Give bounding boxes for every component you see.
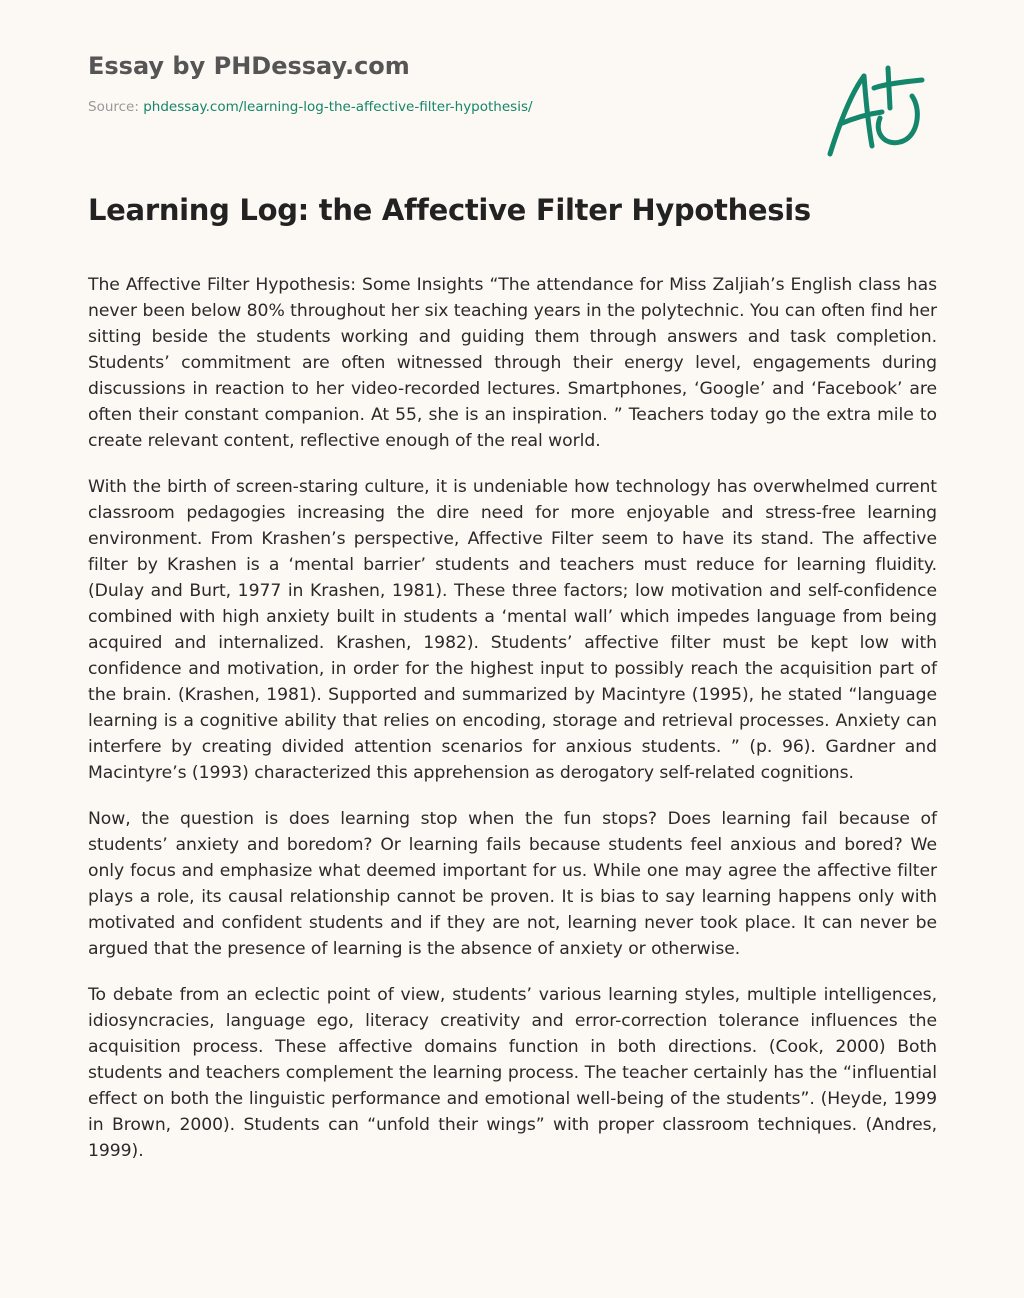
page-header (88, 50, 533, 116)
source-label: Source: (88, 99, 144, 115)
source-link[interactable]: phdessay.com/learning-log-the-affective-filter-hypothesis/ (143, 99, 533, 115)
source-line (88, 98, 533, 116)
paragraph-4: To debate from an eclectic point of view, students’ various learning styles, multiple intelligences, idiosyncracies, language ego, literacy creativity and error-correction tolerance influences the acquisition process. These affective domains function in both directions. (Cook, 2000) Both students and teachers complement the learning process. The teacher certainly has the “influential effect on both the linguistic performance and emotional well-being of the students”. (Heyde, 1999 in Brown, 2000). Students can “unfold their wings” with proper classroom techniques. (Andres, 1999). (88, 985, 937, 1161)
site-brand: Essay by PHDessay.com (88, 52, 410, 80)
paragraph-1: The Affective Filter Hypothesis: Some Insights “The attendance for Miss Zaljiah’s English class has never been below 80% throughout her six teaching years in the polytechnic. You can often find her sitting beside the students working and guiding them through answers and task completion. Students’ commitment are often witnessed through their energy level, engagements during discussions in reaction to her video-recorded lectures. Smartphones, ‘Google’ and ‘Facebook’ are often their constant companion. At 55, she is an inspiration. ” Teachers today go the extra mile to create relevant content, reflective enough of the real world. (88, 275, 937, 451)
paragraph-2: With the birth of screen-staring culture, it is undeniable how technology has overwhelmed current classroom pedagogies increasing the dire need for more enjoyable and stress-free learning environment. From Krashen’s perspective, Affective Filter seem to have its stand. The affective filter by Krashen is a ‘mental barrier’ students and teachers must reduce for learning fluidity. (Dulay and Burt, 1977 in Krashen, 1981). These three factors; low motivation and self-confidence combined with high anxiety built in students a ‘mental wall’ which impedes language from being acquired and internalized. Krashen, 1982). Students’ affective filter must be kept low with confidence and motivation, in order for the highest input to possibly reach the acquisition part of the brain. (Krashen, 1981). Supported and summarized by Macintyre (1995), he stated “language learning is a cognitive ability that relies on encoding, storage and retrieval processes. Anxiety can interfere by creating divided attention scenarios for anxious students. ” (p. 96). Gardner and Macintyre’s (1993) characterized this apprehension as derogatory self-related cognitions. (88, 477, 937, 783)
paragraph-3: Now, the question is does learning stop when the fun stops? Does learning fail because of students’ anxiety and boredom? Or learning fails because students feel anxious and bored? We only focus and emphasize what deemed important for us. While one may agree the affective filter plays a role, its causal relationship cannot be proven. It is bias to say learning happens only with motivated and confident students and if they are not, learning never took place. It can never be argued that the presence of learning is the absence of anxiety or otherwise. (88, 809, 937, 959)
essay-body (88, 272, 937, 1184)
a-plus-logo-icon (822, 62, 932, 162)
essay-title: Learning Log: the Affective Filter Hypothesis (88, 193, 811, 227)
a-plus-logo (822, 62, 932, 162)
